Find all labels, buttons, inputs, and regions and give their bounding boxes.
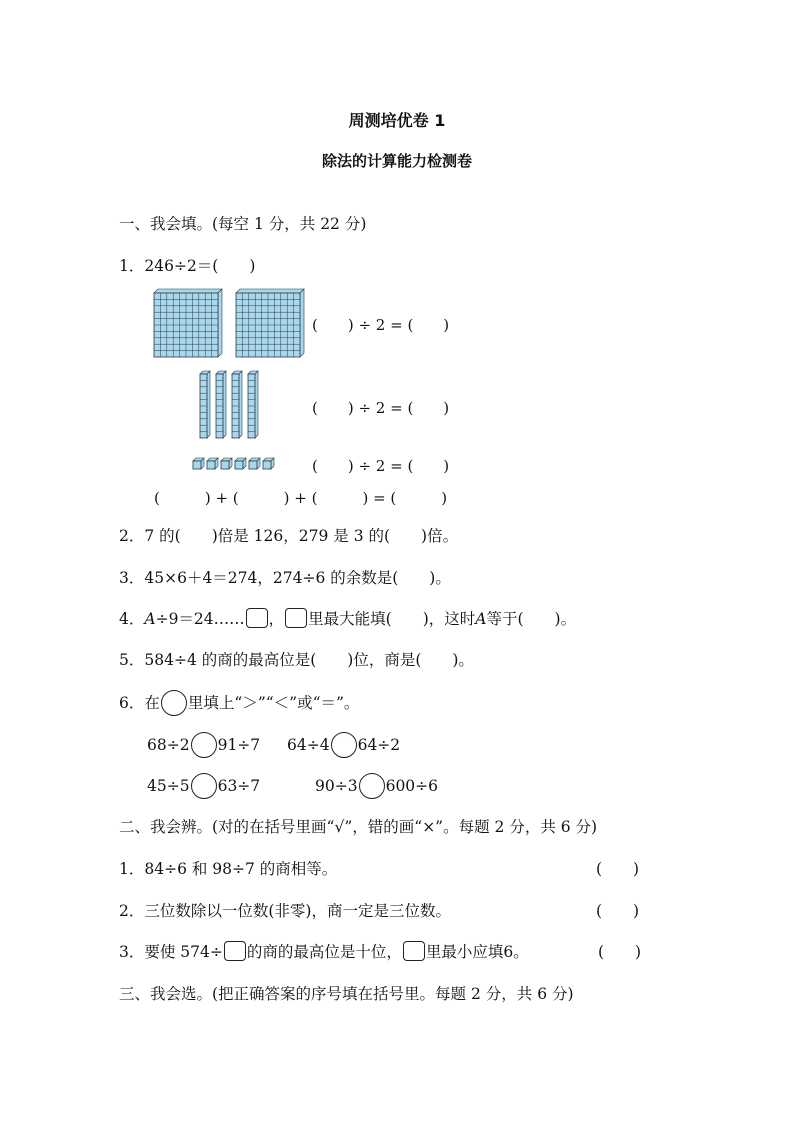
item-number: 1． bbox=[119, 860, 145, 878]
comparison-right: 63÷7 bbox=[217, 777, 261, 795]
q1-number: 1． bbox=[119, 257, 145, 275]
q1-line bbox=[119, 254, 255, 276]
comparison-row-1b bbox=[287, 732, 400, 758]
q5-line bbox=[119, 648, 474, 670]
comparison-left: 45÷5 bbox=[147, 777, 190, 795]
q6-number: 6． bbox=[119, 694, 145, 712]
hundreds-division-equation: ( ) ÷ 2 = ( ) bbox=[312, 316, 450, 334]
answer-box bbox=[285, 608, 307, 628]
item-text: 三位数除以一位数(非零)，商一定是三位数。 bbox=[144, 902, 451, 920]
hundred-flat-block bbox=[236, 289, 304, 357]
judge-bracket-1: ( ) bbox=[596, 860, 640, 878]
judge-item-1 bbox=[119, 857, 337, 879]
section3-heading: 三、我会选。(把正确答案的序号填在括号里。每题 2 分，共 6 分) bbox=[119, 985, 574, 1003]
q5-text: 584÷4 的商的最高位是( )位，商是( )。 bbox=[144, 651, 474, 669]
q3-number: 3． bbox=[119, 569, 145, 587]
comparison-left: 64÷4 bbox=[287, 736, 330, 754]
page-subtitle: 除法的计算能力检测卷 bbox=[321, 152, 472, 170]
q4-variable: A bbox=[144, 610, 156, 628]
section2-heading: 二、我会辨。(对的在括号里画“√”，错的画“×”。每题 2 分，共 6 分) bbox=[119, 818, 598, 836]
hundreds-blocks-figure bbox=[150, 287, 310, 359]
one-cube bbox=[207, 458, 218, 469]
q6-pre: 在 bbox=[144, 694, 160, 712]
comparison-right: 91÷7 bbox=[217, 736, 261, 754]
ten-rod bbox=[232, 371, 242, 438]
section1-heading: 一、我会填。(每空 1 分，共 22 分) bbox=[119, 215, 367, 233]
comparison-left: 90÷3 bbox=[315, 777, 358, 795]
ten-rod bbox=[248, 371, 258, 438]
ten-rod bbox=[200, 371, 210, 438]
hundred-flat-block bbox=[154, 289, 222, 357]
judge-bracket-3: ( ) bbox=[598, 943, 642, 961]
comparison-right: 600÷6 bbox=[385, 777, 439, 795]
comparison-row-1 bbox=[147, 732, 260, 758]
item-part3: 里最小应填6。 bbox=[425, 943, 529, 961]
q2-number: 2． bbox=[119, 527, 145, 545]
compare-circle bbox=[331, 732, 357, 758]
compare-circle bbox=[161, 690, 187, 716]
comparison-right: 64÷2 bbox=[357, 736, 401, 754]
judge-item-2 bbox=[119, 899, 451, 921]
one-cube bbox=[263, 458, 274, 469]
compare-circle bbox=[359, 773, 385, 799]
q4-number: 4． bbox=[119, 610, 145, 628]
compare-circle bbox=[191, 732, 217, 758]
judge-item-3 bbox=[119, 940, 529, 962]
q5-number: 5． bbox=[119, 651, 145, 669]
q4-part4: 等于( )。 bbox=[486, 610, 577, 628]
item-part1: 要使 574÷ bbox=[144, 943, 223, 961]
ones-division-equation: ( ) ÷ 2 = ( ) bbox=[312, 457, 450, 475]
item-number: 2． bbox=[119, 902, 145, 920]
item-part2: 的商的最高位是十位， bbox=[246, 943, 402, 961]
one-cube bbox=[235, 458, 246, 469]
q1-text: 246÷2＝( ) bbox=[144, 257, 256, 275]
tens-rods-figure bbox=[196, 369, 268, 441]
q4-part1: ÷9＝24…… bbox=[155, 610, 245, 628]
ten-rod bbox=[216, 371, 226, 438]
tens-division-equation: ( ) ÷ 2 = ( ) bbox=[312, 399, 450, 417]
q4-part3: 里最大能填( )，这时 bbox=[308, 610, 476, 628]
judge-bracket-2: ( ) bbox=[596, 902, 640, 920]
q4-variable-2: A bbox=[475, 610, 487, 628]
item-text: 84÷6 和 98÷7 的商相等。 bbox=[144, 860, 338, 878]
one-cube bbox=[193, 458, 204, 469]
answer-box bbox=[403, 941, 425, 961]
q4-part2: ， bbox=[268, 610, 285, 628]
sum-equation: ( ) + ( ) + ( ) = ( ) bbox=[154, 489, 448, 507]
one-cube bbox=[221, 458, 232, 469]
q3-line bbox=[119, 566, 451, 588]
comparison-left: 68÷2 bbox=[147, 736, 190, 754]
one-cube bbox=[249, 458, 260, 469]
ones-cubes-figure bbox=[190, 456, 282, 472]
q2-text: 7 的( )倍是 126，279 是 3 的( )倍。 bbox=[144, 527, 459, 545]
q4-line bbox=[119, 607, 576, 629]
page-title: 周测培优卷 1 bbox=[348, 111, 446, 130]
item-number: 3． bbox=[119, 943, 145, 961]
q6-line bbox=[119, 690, 359, 716]
compare-circle bbox=[191, 773, 217, 799]
comparison-row-2 bbox=[147, 773, 260, 799]
q6-post: 里填上“＞”“＜”或“＝”。 bbox=[187, 694, 360, 712]
q3-text: 45×6＋4＝274，274÷6 的余数是( )。 bbox=[144, 569, 451, 587]
comparison-row-2b bbox=[315, 773, 438, 799]
answer-box bbox=[224, 941, 246, 961]
q2-line bbox=[119, 524, 458, 546]
answer-box bbox=[246, 608, 268, 628]
